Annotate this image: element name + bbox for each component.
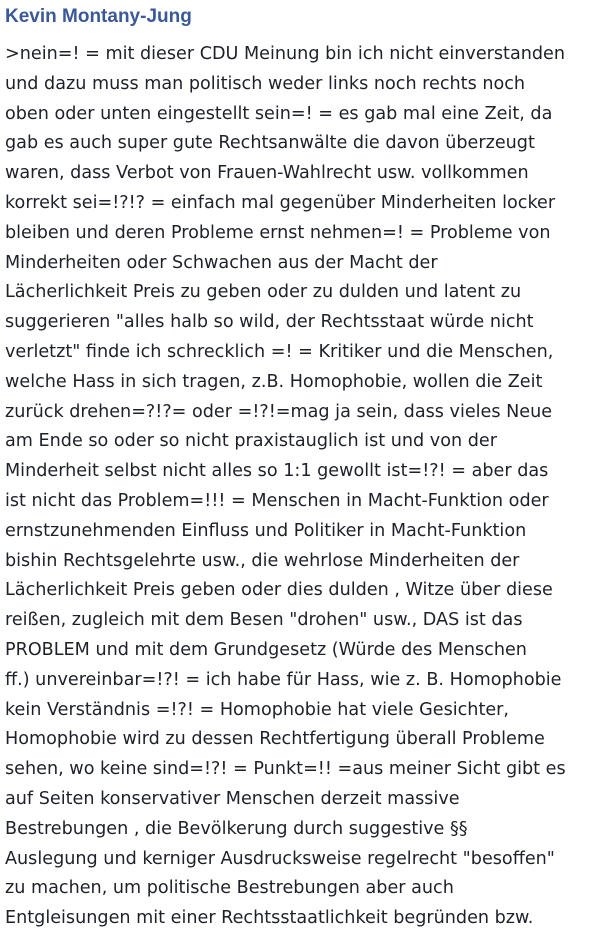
comment-line: welche Hass in sich tragen, z.B. Homophobie, wollen die Zeit: [5, 371, 543, 392]
comment-line: ernstzunehmenden Einfluss und Politiker in Macht-Funktion: [5, 520, 527, 541]
comment-line: gab es auch super gute Rechtsanwälte die davon überzeugt: [5, 133, 535, 154]
comment-line: kein Verständnis =!?! = Homophobie hat viele Gesichter,: [5, 699, 510, 720]
comment-line: Minderheiten oder Schwachen aus der Macht der: [5, 252, 438, 273]
comment-line: zu machen, um politische Bestrebungen aber auch: [5, 878, 454, 899]
comment-line: auf Seiten konservativer Menschen derzeit massive: [5, 788, 460, 809]
comment-line: PROBLEM und mit dem Grundgesetz (Würde des Menschen: [5, 639, 527, 660]
comment-line: Lächerlichkeit Preis zu geben oder zu dulden und latent zu: [5, 282, 522, 303]
comment-line: ist nicht das Problem=!!! = Menschen in Macht-Funktion oder: [5, 490, 549, 511]
comment-line: zurück drehen=?!?= oder =!?!=mag ja sein, dass vieles Neue: [5, 401, 553, 422]
comment-body: [5, 40, 587, 934]
comment-line: sehen, wo keine sind=!?! = Punkt=!! =aus meiner Sicht gibt es: [5, 759, 566, 780]
comment-line: suggerieren "alles halb so wild, der Rechtsstaat würde nicht: [5, 312, 534, 333]
comment-line: am Ende so oder so nicht praxistauglich ist und von der: [5, 431, 497, 452]
comment-line: verletzt" finde ich schrecklich =! = Kritiker und die Menschen,: [5, 341, 554, 362]
comment-line: und dazu muss man politisch weder links noch rechts noch: [5, 73, 526, 94]
comment-line: ff.) unvereinbar=!?! = ich habe für Hass, wie z. B. Homophobie: [5, 669, 562, 690]
comment-line: Entgleisungen mit einer Rechtsstaatlichkeit begründen bzw.: [5, 908, 534, 929]
comment-line: Auslegung und kerniger Ausdrucksweise regelrecht "besoffen": [5, 848, 555, 869]
comment-line: >nein=! = mit dieser CDU Meinung bin ich nicht einverstanden: [5, 44, 566, 64]
comment-line: oben oder unten eingestellt sein=! = es gab mal eine Zeit, da: [5, 103, 553, 124]
comment-line: reißen, zugleich mit dem Besen "drohen" usw., DAS ist das: [5, 610, 523, 631]
comment-line: bishin Rechtsgelehrte usw., die wehrlose Minderheiten der: [5, 550, 520, 571]
comment-line: bleiben und deren Probleme ernst nehmen=! = Probleme von: [5, 222, 551, 243]
comment-line: korrekt sei=!?!? = einfach mal gegenüber Minderheiten locker: [5, 192, 556, 213]
comment-post: [5, 4, 587, 934]
comment-line: Homophobie wird zu dessen Rechtfertigung überall Probleme: [5, 729, 545, 750]
comment-line: Minderheit selbst nicht alles so 1:1 gewollt ist=!?! = aber das: [5, 461, 549, 482]
comment-line: waren, dass Verbot von Frauen-Wahlrecht usw. vollkommen: [5, 163, 529, 184]
author-name[interactable]: Kevin Montany-Jung: [5, 6, 192, 27]
comment-line: Bestrebungen , die Bevölkerung durch suggestive §§: [5, 818, 468, 839]
comment-line: Lächerlichkeit Preis geben oder dies dulden , Witze über diese: [5, 580, 553, 601]
